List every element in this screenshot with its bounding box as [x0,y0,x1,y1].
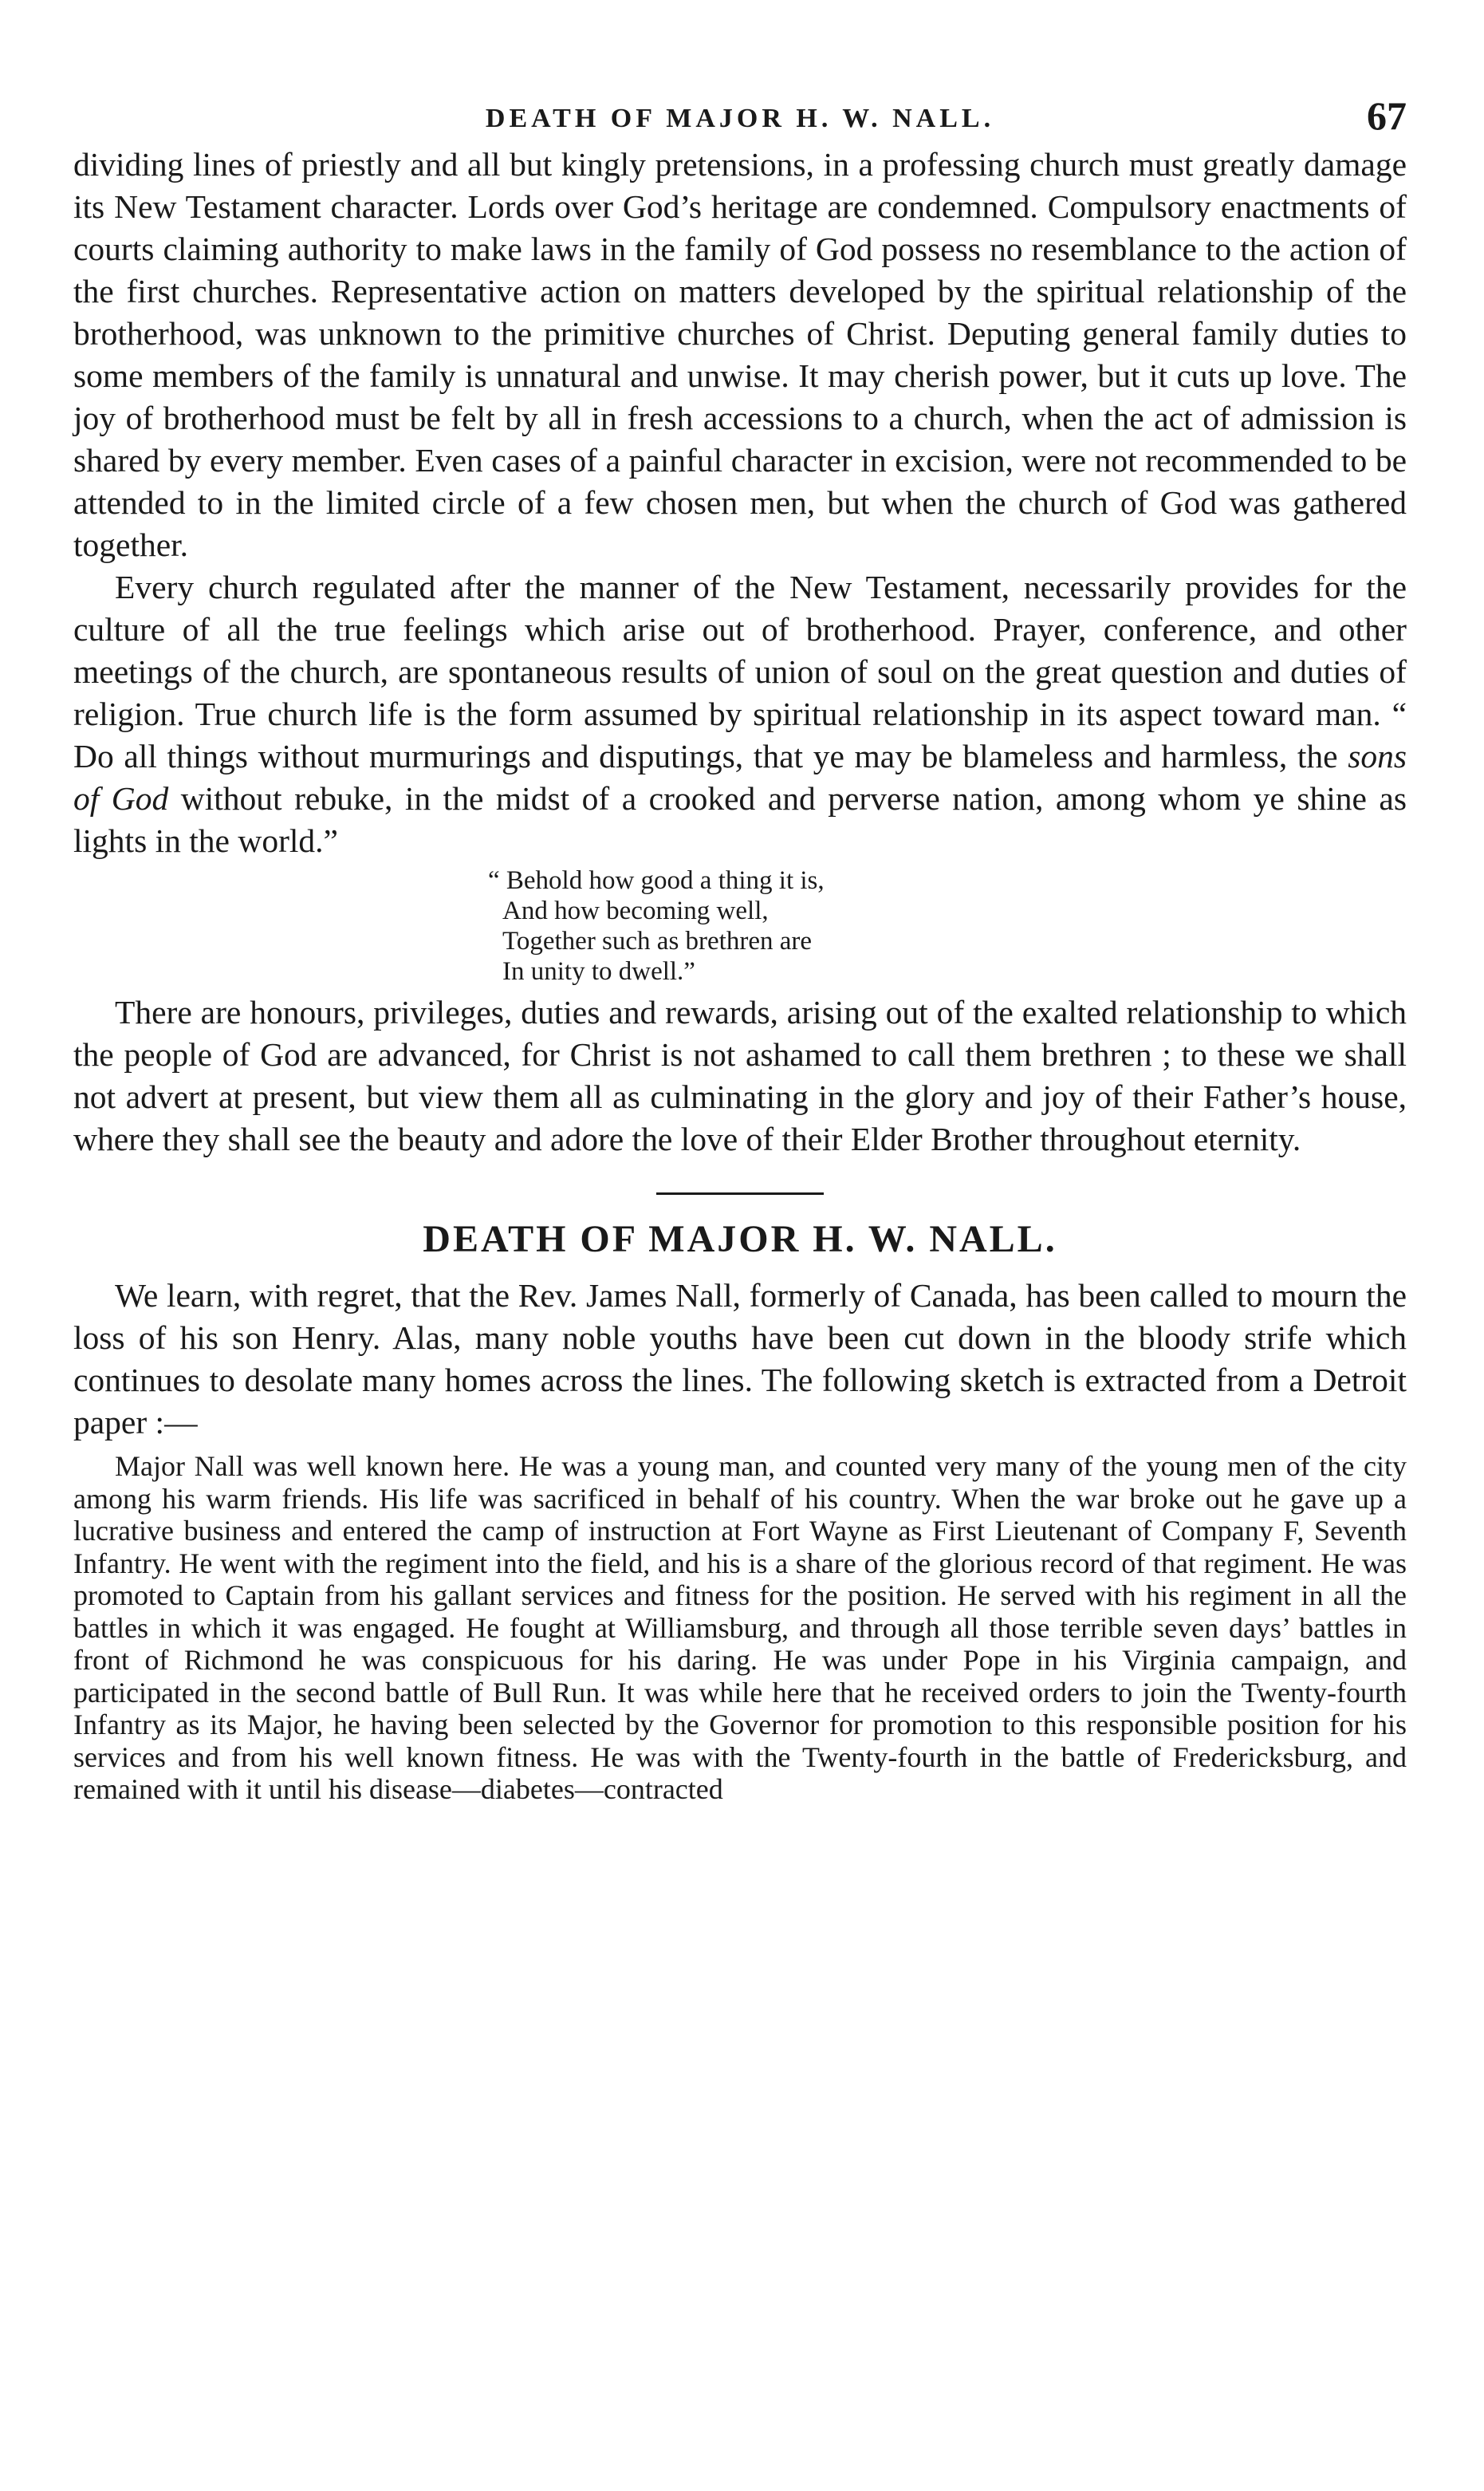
article-title: DEATH OF MAJOR H. W. NALL. [423,1218,1057,1260]
hymn-line: “ Behold how good a thing it is, [488,866,825,895]
paragraph-church-regulated-end: without rebuke, in the midst of a crooked and perverse nation, among whom ye shine as lights in the world.” [73,780,1407,859]
paragraph-church-character: dividing lines of priestly and all but kingly pretensions, in a professing church must greatly damage its New Testament character. Lords over God’s heritage are condemned. Compulsory enactments of courts claiming authority to make laws in the family of God possess no resemblance to the action of the first churches. Representative action on matters developed by the spiritual relationship of the brotherhood, was unknown to the primitive churches of Christ. Deputing general family duties to some members of the family is unnatural and unwise. It may cherish power, but it cuts up love. The joy of brotherhood must be felt by all in fresh accessions to a church, when the act of admission is shared by every member. Even cases of a painful character in excision, were not recommended to be attended to in the limited circle of a few chosen men, but when the church of God was gathered together. [73,146,1407,563]
hymn-line: Together such as brethren are [502,927,813,956]
paragraph-honours-privileges: There are honours, privileges, duties and rewards, arising out of the exalted relationship to which the people of God are advanced, for Christ is not ashamed to call them brethren ; to these we shall not advert at present, but view them all as culminating in the glory and joy of their Father’s house, where they shall see the beauty and adore the love of their Elder Brother throughout eternity. [73,994,1407,1157]
paragraph-church-regulated-text: Every church regulated after the manner of the New Testament, necessarily provides for the culture of all the true feelings which arise out of brotherhood. Prayer, conference, and other meetings of the church, are spontaneous results of union of soul on the great question and duties of religion. True church life is the form assumed by spiritual relationship in its aspect toward man. “ Do all things without murmurings and disputings, that ye may be blameless and harmless, the [73,569,1407,774]
hymn-line: And how becoming well, [502,897,769,925]
article-extract: Major Nall was well known here. He was a young man, and counted very many of the young men of the city among his warm friends. His life was sacrificed in behalf of his country. When the war broke out he gave up a lucrative business and entered the camp of instruction at Fort Wayne as First Lieutenant of Company F, Seventh Infantry. He went with the regiment into the field, and his is a share of the glorious record of that regiment. He was promoted to Captain from his gallant services and fitness for the position. He served with his regiment in all the battles in which it was engaged. He fought at Williamsburg, and through all those terrible seven days’ battles in front of Richmond he was conspicuous for his daring. He was under Pope in his Virginia campaign, and participated in the second battle of Bull Run. It was while here that he received orders to join the Twenty-fourth Infantry as its Major, he having been selected by the Governor for promotion to this responsible position for his services and from his well known fitness. He was with the Twenty-fourth in the battle of Fredericksburg, and remained with it until his disease—diabetes—contracted [73,1450,1407,1805]
hymn-line: In unity to dwell.” [502,957,695,986]
book-page [73,88,1407,1806]
section-divider [656,1192,824,1195]
hymn-quotation [73,865,1407,987]
running-title: DEATH OF MAJOR H. W. NALL. [485,104,995,133]
page-number: 67 [1367,93,1407,138]
article-intro: We learn, with regret, that the Rev. James Nall, formerly of Canada, has been called to mourn the loss of his son Henry. Alas, many noble youths have been cut down in the bloody strife which continues to desolate many homes across the lines. The following sketch is extracted from a Detroit paper :— [73,1277,1407,1441]
italic-phrase-sons-of-god: sons of God [73,738,1407,817]
paragraph-church-regulated [73,566,1407,862]
running-head [73,88,1407,144]
